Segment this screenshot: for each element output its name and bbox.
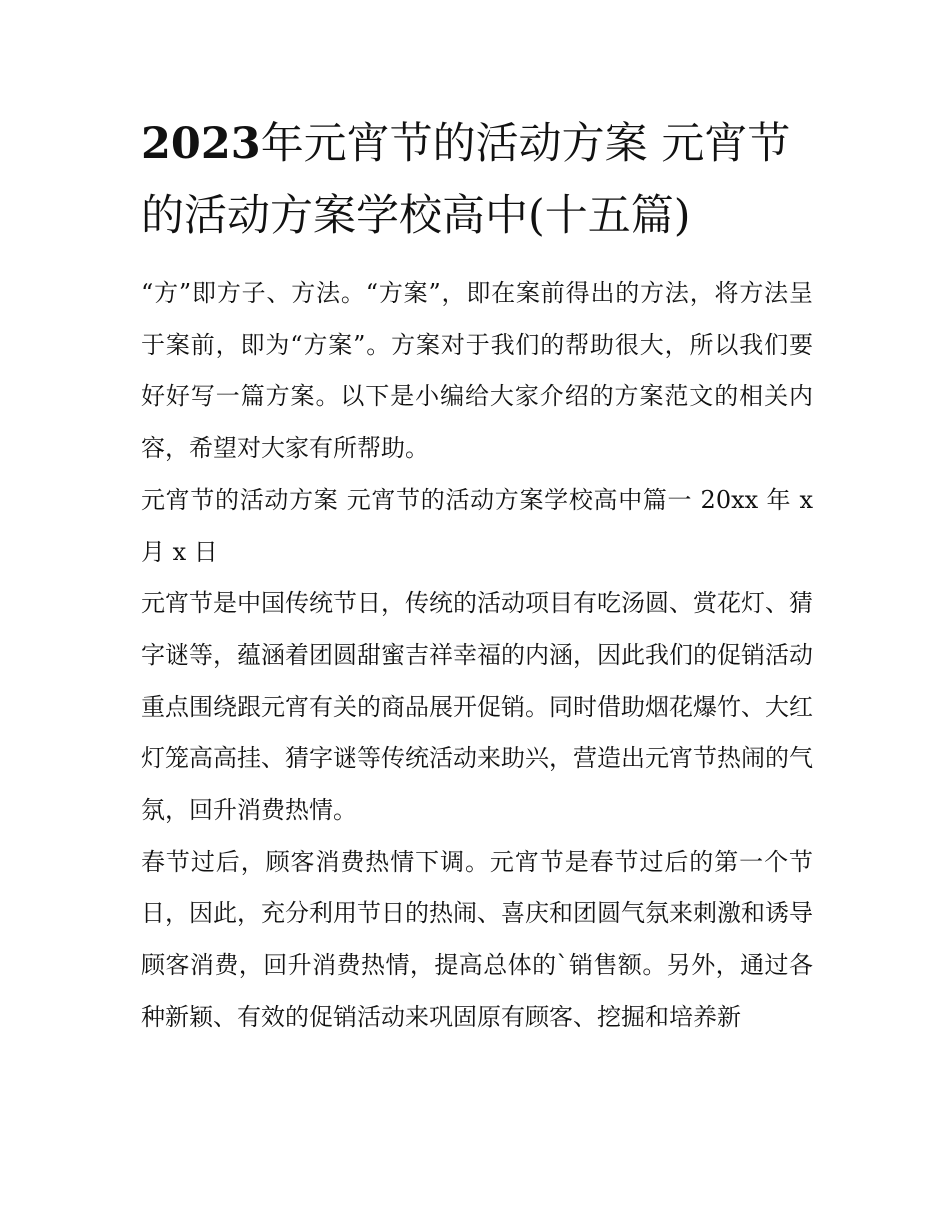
title-text: 年元宵节的活动方案 元宵节的活动方案学校高中(十五篇) [141,119,791,241]
title-year: 2023 [141,119,261,169]
body-paragraph: 元宵节是中国传统节日，传统的活动项目有吃汤圆、赏花灯、猜字谜等，蕴涵着团圆甜蜜吉祥幸福的内涵，因此我们的促销活动重点围绕跟元宵有关的商品展开促销。同时借助烟花爆竹、大红灯笼高高挂、猜字谜等传统活动来助兴，营造出元宵节热闹的气氛，回升消费热情。 [141,589,813,825]
document-body [141,268,813,1044]
intro-paragraph: “方”即方子、方法。“方案”，即在案前得出的方法，将方法呈于案前，即为“方案”。方案对于我们的帮助很大，所以我们要好好写一篇方案。以下是小编给大家介绍的方案范文的相关内容，希望对大家有所帮助。 [141,279,813,463]
document-content [141,108,813,1044]
document-title [141,108,813,252]
body-paragraph: 春节过后，顾客消费热情下调。元宵节是春节过后的第一个节日，因此，充分利用节日的热闹、喜庆和团圆气氛来刺激和诱导顾客消费，回升消费热情，提高总体的`销售额。另外，通过各种新颖、有效的促销活动来巩固原有顾客、挖掘和培养新 [141,847,813,1031]
section-heading-paragraph: 元宵节的活动方案 元宵节的活动方案学校高中篇一 20xx 年 x 月 x 日 [141,485,813,566]
